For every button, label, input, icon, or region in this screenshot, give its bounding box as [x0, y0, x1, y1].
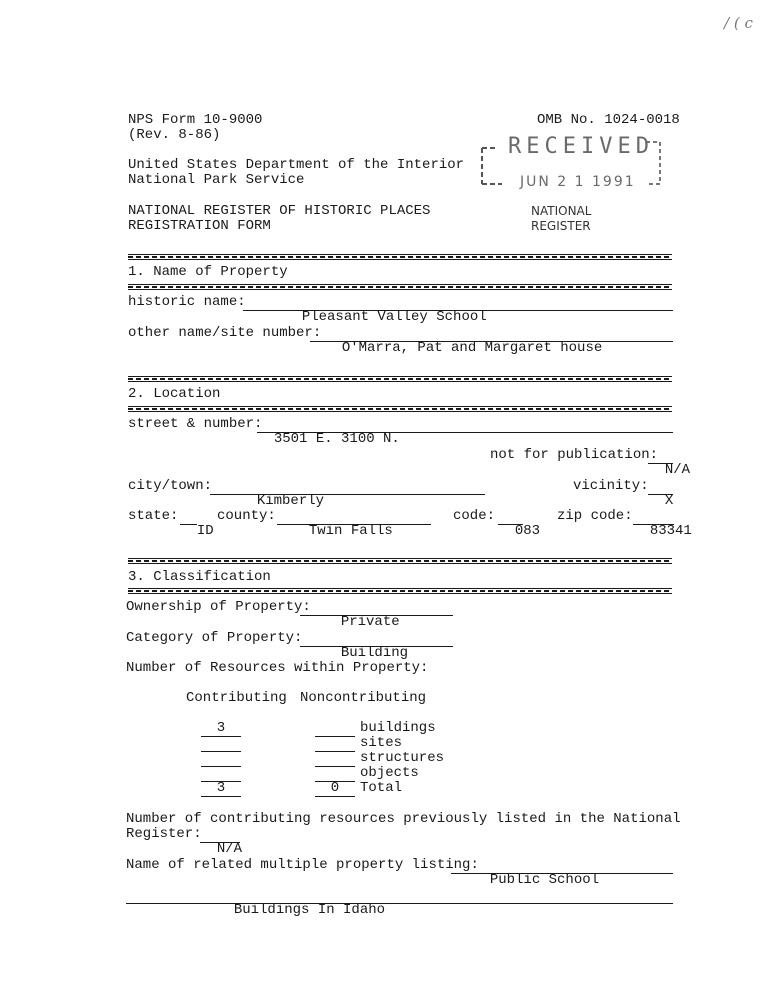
vicinity-field: [648, 479, 674, 509]
contributing-buildings: 3: [201, 721, 241, 737]
department: United States Department of the Interior: [128, 157, 465, 173]
ownership-field: [300, 600, 453, 630]
section-divider: [128, 558, 672, 564]
code-value: 083: [514, 523, 541, 539]
zip-label: zip code:: [557, 508, 633, 524]
noncontributing-structures: [315, 751, 355, 767]
section-divider: [128, 254, 672, 260]
street-field: [257, 417, 673, 447]
category-label: Category of Property:: [126, 630, 303, 646]
multiple-listing-label: Name of related multiple property listing:: [126, 857, 479, 873]
city-field: [210, 479, 485, 509]
city-value: Kimberly: [256, 493, 325, 509]
section-divider: [128, 376, 672, 382]
county-label: county:: [217, 508, 276, 524]
previously-listed-label: Register:: [126, 826, 202, 842]
vicinity-value: X: [664, 493, 674, 509]
section1-heading: 1. Name of Property: [128, 264, 288, 280]
multiple-listing-field: [451, 858, 673, 888]
contributing-structures: [201, 751, 241, 767]
resource-label-total: Total: [360, 780, 403, 796]
resource-label-buildings: buildings: [360, 720, 436, 736]
not-for-publication-field: [648, 448, 691, 478]
category-value: Building: [340, 645, 409, 661]
ownership-value: Private: [340, 614, 400, 630]
code-field: [498, 509, 541, 539]
historic-name-value: Pleasant Valley School: [301, 309, 487, 325]
stamp-date: JUN 2 1 1991: [520, 174, 636, 190]
section-divider: [128, 406, 672, 412]
previously-listed-field: [200, 827, 243, 857]
section2-heading: 2. Location: [128, 386, 221, 402]
noncontributing-sites: [315, 736, 355, 752]
code-label: code:: [453, 508, 496, 524]
zip-field: [633, 509, 692, 539]
county-field: [277, 509, 431, 539]
street-value: 3501 E. 3100 N.: [273, 431, 400, 447]
corner-handwritten-mark: / ( c: [724, 14, 753, 32]
state-label: state:: [128, 508, 179, 524]
zip-value: 83341: [649, 523, 692, 539]
not-for-publication-label: not for publication:: [490, 447, 659, 463]
category-field: [300, 631, 453, 661]
omb-number: OMB No. 1024-0018: [537, 112, 680, 128]
stamp-register: REGISTER: [531, 219, 591, 233]
multiple-listing-value-1: Public School: [489, 872, 600, 888]
street-label: street & number:: [128, 416, 263, 432]
form-title: REGISTRATION FORM: [128, 218, 271, 234]
stamp-received-text: RECEIVED: [508, 134, 654, 159]
ownership-label: Ownership of Property:: [126, 599, 311, 615]
section3-heading: 3. Classification: [128, 569, 271, 585]
noncontributing-total: 0: [315, 781, 355, 797]
historic-name-label: historic name:: [128, 294, 246, 310]
state-value: ID: [196, 523, 214, 539]
not-for-publication-value: N/A: [664, 462, 691, 478]
resource-label-objects: objects: [360, 765, 419, 781]
received-stamp: [478, 134, 664, 200]
multiple-listing-value-2: Buildings In Idaho: [233, 902, 386, 918]
resource-label-sites: sites: [360, 735, 403, 751]
city-label: city/town:: [128, 478, 213, 494]
multiple-listing-field-continued: [126, 888, 673, 918]
other-name-value: O'Marra, Pat and Margaret house: [341, 340, 603, 356]
state-field: [180, 509, 214, 539]
stamp-national: NATIONAL: [531, 204, 592, 218]
section-divider: [128, 588, 672, 594]
contributing-sites: [201, 736, 241, 752]
contributing-header: Contributing: [186, 690, 287, 706]
noncontributing-buildings: [315, 721, 355, 737]
contributing-total: 3: [201, 781, 241, 797]
form-revision: (Rev. 8-86): [128, 127, 221, 143]
resources-label: Number of Resources within Property:: [126, 660, 429, 676]
vicinity-label: vicinity:: [573, 478, 649, 494]
historic-name-field: [243, 295, 673, 325]
resource-label-structures: structures: [360, 750, 445, 766]
other-name-field: [310, 326, 673, 356]
register-title: NATIONAL REGISTER OF HISTORIC PLACES: [128, 203, 431, 219]
section-divider: [128, 284, 672, 290]
other-name-label: other name/site number:: [128, 325, 322, 341]
previously-listed-value: N/A: [216, 841, 243, 857]
form-id: NPS Form 10-9000: [128, 112, 263, 128]
noncontributing-header: Noncontributing: [300, 690, 427, 706]
county-value: Twin Falls: [308, 523, 393, 539]
service: National Park Service: [128, 172, 305, 188]
previously-listed-text: Number of contributing resources previously listed in the National: [126, 811, 681, 827]
